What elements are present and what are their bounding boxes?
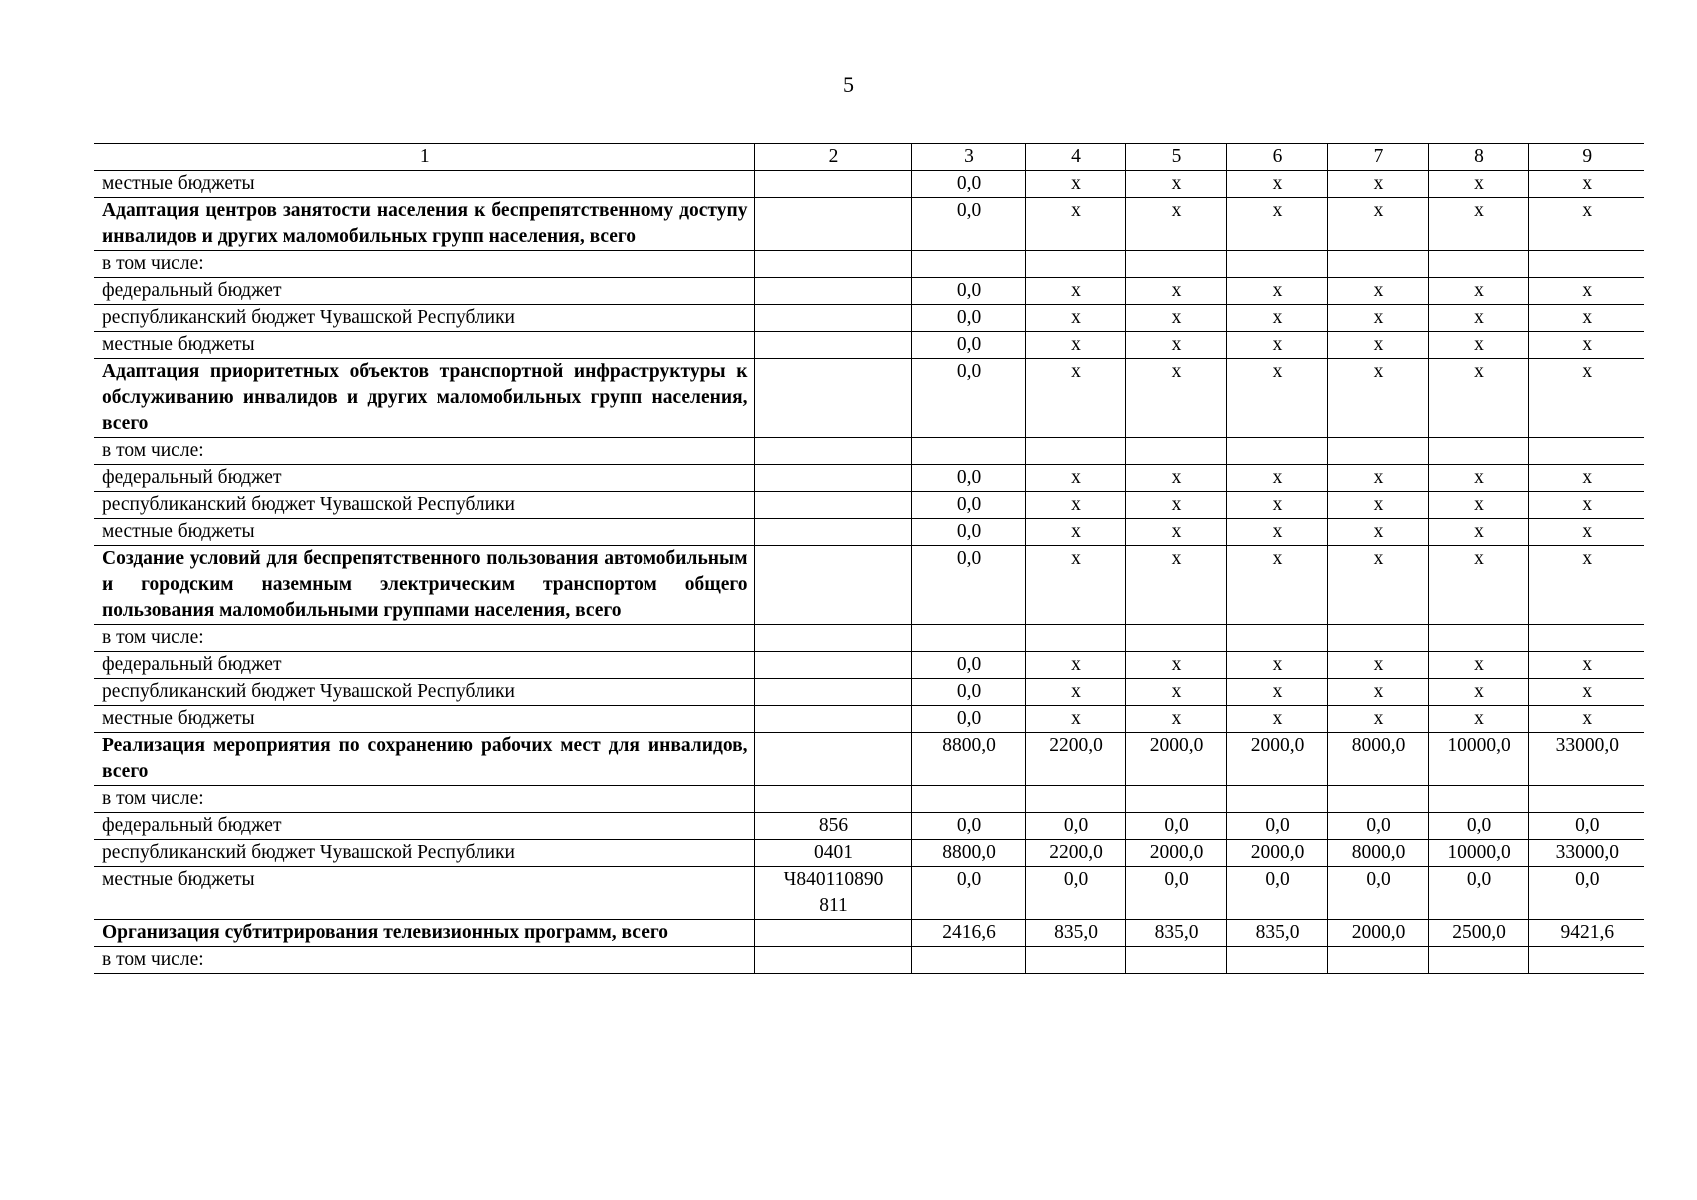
value-cell: x <box>1428 332 1528 359</box>
value-cell <box>1528 438 1644 465</box>
budget-code-cell <box>754 786 911 813</box>
value-cell <box>911 625 1025 652</box>
header-cell: 6 <box>1226 144 1327 171</box>
value-cell: x <box>1125 278 1226 305</box>
value-cell: x <box>1428 278 1528 305</box>
value-cell <box>1528 947 1644 974</box>
value-cell: 2500,0 <box>1428 920 1528 947</box>
value-cell: x <box>1528 492 1644 519</box>
value-cell: x <box>1327 546 1428 625</box>
value-cell: x <box>1125 546 1226 625</box>
value-cell: x <box>1226 492 1327 519</box>
value-cell: x <box>1125 679 1226 706</box>
value-cell: 8000,0 <box>1327 840 1428 867</box>
table-row <box>94 251 1644 278</box>
header-cell: 9 <box>1528 144 1644 171</box>
budget-code-cell <box>754 438 911 465</box>
budget-code-cell <box>754 198 911 251</box>
table-row <box>94 546 1644 625</box>
row-label: местные бюджеты <box>94 171 754 198</box>
value-cell: x <box>1428 652 1528 679</box>
value-cell: x <box>1025 492 1125 519</box>
value-cell <box>1226 438 1327 465</box>
value-cell: x <box>1226 332 1327 359</box>
value-cell: x <box>1428 546 1528 625</box>
value-cell: 0,0 <box>911 332 1025 359</box>
row-label: местные бюджеты <box>94 706 754 733</box>
value-cell <box>911 786 1025 813</box>
value-cell: 0,0 <box>1226 867 1327 920</box>
value-cell: x <box>1125 198 1226 251</box>
value-cell: 0,0 <box>911 679 1025 706</box>
table-row <box>94 679 1644 706</box>
value-cell: 2000,0 <box>1226 733 1327 786</box>
table-row <box>94 652 1644 679</box>
value-cell <box>1125 438 1226 465</box>
value-cell: 0,0 <box>1327 867 1428 920</box>
table-row <box>94 332 1644 359</box>
table-row <box>94 278 1644 305</box>
value-cell: 0,0 <box>911 305 1025 332</box>
value-cell: 0,0 <box>911 171 1025 198</box>
header-cell: 5 <box>1125 144 1226 171</box>
value-cell: 2200,0 <box>1025 840 1125 867</box>
value-cell <box>1125 251 1226 278</box>
budget-code-cell <box>754 546 911 625</box>
row-label: федеральный бюджет <box>94 278 754 305</box>
value-cell: 0,0 <box>1025 813 1125 840</box>
value-cell: x <box>1528 519 1644 546</box>
value-cell: x <box>1025 652 1125 679</box>
value-cell: 835,0 <box>1125 920 1226 947</box>
value-cell: 0,0 <box>1226 813 1327 840</box>
value-cell: x <box>1226 359 1327 438</box>
value-cell: x <box>1327 706 1428 733</box>
row-label: в том числе: <box>94 786 754 813</box>
value-cell: 2200,0 <box>1025 733 1125 786</box>
value-cell: x <box>1025 278 1125 305</box>
value-cell: x <box>1226 171 1327 198</box>
value-cell <box>1226 786 1327 813</box>
value-cell <box>1226 947 1327 974</box>
value-cell <box>1428 947 1528 974</box>
budget-code-cell <box>754 171 911 198</box>
row-title: Адаптация приоритетных объектов транспортной инфраструктуры к обслуживанию инвалидов и других маломобильных групп населения, всего <box>94 359 754 438</box>
value-cell: x <box>1125 519 1226 546</box>
table-row <box>94 840 1644 867</box>
value-cell: x <box>1428 492 1528 519</box>
value-cell: x <box>1226 679 1327 706</box>
value-cell <box>1428 625 1528 652</box>
budget-code-cell <box>754 519 911 546</box>
value-cell <box>1025 251 1125 278</box>
value-cell: 0,0 <box>911 492 1025 519</box>
value-cell: x <box>1125 652 1226 679</box>
value-cell <box>1528 251 1644 278</box>
value-cell: x <box>1327 679 1428 706</box>
value-cell: 0,0 <box>1428 867 1528 920</box>
value-cell: x <box>1226 546 1327 625</box>
table-row <box>94 813 1644 840</box>
value-cell <box>1327 625 1428 652</box>
budget-code-cell <box>754 733 911 786</box>
value-cell: x <box>1528 546 1644 625</box>
value-cell <box>1125 786 1226 813</box>
value-cell <box>911 438 1025 465</box>
value-cell: 2000,0 <box>1125 733 1226 786</box>
value-cell <box>911 947 1025 974</box>
value-cell <box>1025 786 1125 813</box>
value-cell: x <box>1025 359 1125 438</box>
value-cell: 0,0 <box>911 652 1025 679</box>
value-cell: x <box>1327 465 1428 492</box>
value-cell <box>1125 625 1226 652</box>
value-cell <box>1125 947 1226 974</box>
budget-code-cell: 856 <box>754 813 911 840</box>
budget-code-cell <box>754 947 911 974</box>
table-row <box>94 786 1644 813</box>
value-cell: x <box>1528 679 1644 706</box>
value-cell: x <box>1528 706 1644 733</box>
value-cell: x <box>1327 278 1428 305</box>
header-cell: 3 <box>911 144 1025 171</box>
value-cell: x <box>1327 359 1428 438</box>
value-cell: x <box>1528 359 1644 438</box>
value-cell: 0,0 <box>911 546 1025 625</box>
table-body <box>94 144 1644 974</box>
table-row <box>94 947 1644 974</box>
value-cell: 835,0 <box>1226 920 1327 947</box>
budget-code-cell: 0401 <box>754 840 911 867</box>
value-cell: x <box>1125 359 1226 438</box>
value-cell: x <box>1327 652 1428 679</box>
value-cell: x <box>1025 171 1125 198</box>
value-cell: 0,0 <box>1428 813 1528 840</box>
value-cell: 835,0 <box>1025 920 1125 947</box>
value-cell: x <box>1125 305 1226 332</box>
table-row <box>94 438 1644 465</box>
row-label: республиканский бюджет Чувашской Республики <box>94 492 754 519</box>
header-cell: 7 <box>1327 144 1428 171</box>
value-cell: x <box>1428 359 1528 438</box>
table-row <box>94 492 1644 519</box>
value-cell: 10000,0 <box>1428 840 1528 867</box>
budget-code-cell <box>754 625 911 652</box>
value-cell <box>1025 438 1125 465</box>
value-cell: x <box>1125 332 1226 359</box>
row-title: Организация субтитрирования телевизионных программ, всего <box>94 920 754 947</box>
budget-code-cell: Ч840110890 811 <box>754 867 911 920</box>
table-row <box>94 706 1644 733</box>
value-cell: x <box>1327 492 1428 519</box>
value-cell: 0,0 <box>911 867 1025 920</box>
budget-table <box>94 143 1644 974</box>
row-label: в том числе: <box>94 438 754 465</box>
table-row <box>94 733 1644 786</box>
table-row <box>94 465 1644 492</box>
value-cell: x <box>1226 278 1327 305</box>
value-cell <box>1226 625 1327 652</box>
value-cell <box>911 251 1025 278</box>
value-cell: x <box>1428 171 1528 198</box>
row-label: местные бюджеты <box>94 332 754 359</box>
table-row <box>94 359 1644 438</box>
budget-code-cell <box>754 305 911 332</box>
value-cell: 9421,6 <box>1528 920 1644 947</box>
budget-code-cell <box>754 332 911 359</box>
value-cell: x <box>1025 305 1125 332</box>
row-label: местные бюджеты <box>94 519 754 546</box>
value-cell <box>1025 625 1125 652</box>
value-cell: 2416,6 <box>911 920 1025 947</box>
header-cell: 8 <box>1428 144 1528 171</box>
value-cell: x <box>1025 519 1125 546</box>
value-cell <box>1428 438 1528 465</box>
header-row <box>94 144 1644 171</box>
budget-code-cell <box>754 278 911 305</box>
value-cell <box>1327 786 1428 813</box>
value-cell: x <box>1428 519 1528 546</box>
value-cell: x <box>1226 706 1327 733</box>
value-cell: x <box>1528 332 1644 359</box>
table-row <box>94 920 1644 947</box>
value-cell: x <box>1025 465 1125 492</box>
value-cell: 0,0 <box>911 706 1025 733</box>
value-cell <box>1327 947 1428 974</box>
row-label: местные бюджеты <box>94 867 754 920</box>
value-cell: x <box>1528 465 1644 492</box>
row-label: федеральный бюджет <box>94 652 754 679</box>
row-label: республиканский бюджет Чувашской Республики <box>94 305 754 332</box>
value-cell: x <box>1125 706 1226 733</box>
budget-code-cell <box>754 251 911 278</box>
budget-code-cell <box>754 679 911 706</box>
value-cell: 2000,0 <box>1226 840 1327 867</box>
value-cell: x <box>1125 465 1226 492</box>
budget-code-cell <box>754 652 911 679</box>
value-cell: x <box>1528 171 1644 198</box>
row-label: в том числе: <box>94 625 754 652</box>
value-cell: 10000,0 <box>1428 733 1528 786</box>
value-cell: 33000,0 <box>1528 840 1644 867</box>
budget-code-cell <box>754 359 911 438</box>
table-row <box>94 625 1644 652</box>
value-cell: 0,0 <box>911 359 1025 438</box>
table-row <box>94 519 1644 546</box>
row-label: в том числе: <box>94 947 754 974</box>
value-cell: 33000,0 <box>1528 733 1644 786</box>
row-label: республиканский бюджет Чувашской Республики <box>94 679 754 706</box>
value-cell: 2000,0 <box>1125 840 1226 867</box>
value-cell: x <box>1327 198 1428 251</box>
budget-code-cell <box>754 492 911 519</box>
budget-code-cell <box>754 465 911 492</box>
table-row <box>94 198 1644 251</box>
value-cell: x <box>1528 198 1644 251</box>
value-cell: 8800,0 <box>911 733 1025 786</box>
value-cell: x <box>1025 332 1125 359</box>
value-cell: x <box>1226 305 1327 332</box>
value-cell <box>1025 947 1125 974</box>
budget-code-cell <box>754 706 911 733</box>
value-cell: 0,0 <box>1125 867 1226 920</box>
value-cell: 0,0 <box>1025 867 1125 920</box>
header-cell: 1 <box>94 144 754 171</box>
value-cell: x <box>1327 305 1428 332</box>
row-title: Создание условий для беспрепятственного пользования автомобильным и городским наземным электрическим транспортом общего пользования маломобильными группами населения, всего <box>94 546 754 625</box>
value-cell: x <box>1025 198 1125 251</box>
value-cell: x <box>1428 679 1528 706</box>
value-cell: x <box>1528 305 1644 332</box>
header-cell: 2 <box>754 144 911 171</box>
row-title: Реализация мероприятия по сохранению рабочих мест для инвалидов, всего <box>94 733 754 786</box>
value-cell: x <box>1528 652 1644 679</box>
value-cell: x <box>1025 679 1125 706</box>
value-cell: 0,0 <box>911 519 1025 546</box>
value-cell: x <box>1226 519 1327 546</box>
value-cell: 8000,0 <box>1327 733 1428 786</box>
value-cell: 0,0 <box>1528 867 1644 920</box>
row-label: республиканский бюджет Чувашской Республики <box>94 840 754 867</box>
value-cell: 0,0 <box>911 278 1025 305</box>
value-cell: 0,0 <box>1125 813 1226 840</box>
value-cell <box>1226 251 1327 278</box>
page-number: 5 <box>843 72 854 97</box>
budget-code-cell <box>754 920 911 947</box>
value-cell: 0,0 <box>1528 813 1644 840</box>
value-cell: x <box>1125 171 1226 198</box>
value-cell <box>1327 438 1428 465</box>
value-cell: x <box>1226 652 1327 679</box>
table-row <box>94 867 1644 920</box>
row-label: федеральный бюджет <box>94 465 754 492</box>
value-cell: x <box>1428 706 1528 733</box>
value-cell <box>1327 251 1428 278</box>
value-cell: x <box>1428 305 1528 332</box>
value-cell: x <box>1327 332 1428 359</box>
row-title: Адаптация центров занятости населения к беспрепятственному доступу инвалидов и других маломобильных групп населения, всего <box>94 198 754 251</box>
value-cell: x <box>1125 492 1226 519</box>
value-cell: 0,0 <box>911 813 1025 840</box>
value-cell <box>1428 251 1528 278</box>
value-cell: x <box>1528 278 1644 305</box>
table-row <box>94 305 1644 332</box>
value-cell: x <box>1025 706 1125 733</box>
value-cell: x <box>1428 465 1528 492</box>
row-label: в том числе: <box>94 251 754 278</box>
value-cell <box>1528 786 1644 813</box>
value-cell <box>1428 786 1528 813</box>
value-cell: x <box>1226 198 1327 251</box>
value-cell: x <box>1025 546 1125 625</box>
value-cell: x <box>1327 519 1428 546</box>
value-cell: 8800,0 <box>911 840 1025 867</box>
value-cell: 0,0 <box>911 465 1025 492</box>
header-cell: 4 <box>1025 144 1125 171</box>
value-cell: x <box>1327 171 1428 198</box>
table-row <box>94 171 1644 198</box>
value-cell <box>1528 625 1644 652</box>
value-cell: x <box>1428 198 1528 251</box>
value-cell: x <box>1226 465 1327 492</box>
value-cell: 0,0 <box>911 198 1025 251</box>
row-label: федеральный бюджет <box>94 813 754 840</box>
value-cell: 2000,0 <box>1327 920 1428 947</box>
value-cell: 0,0 <box>1327 813 1428 840</box>
